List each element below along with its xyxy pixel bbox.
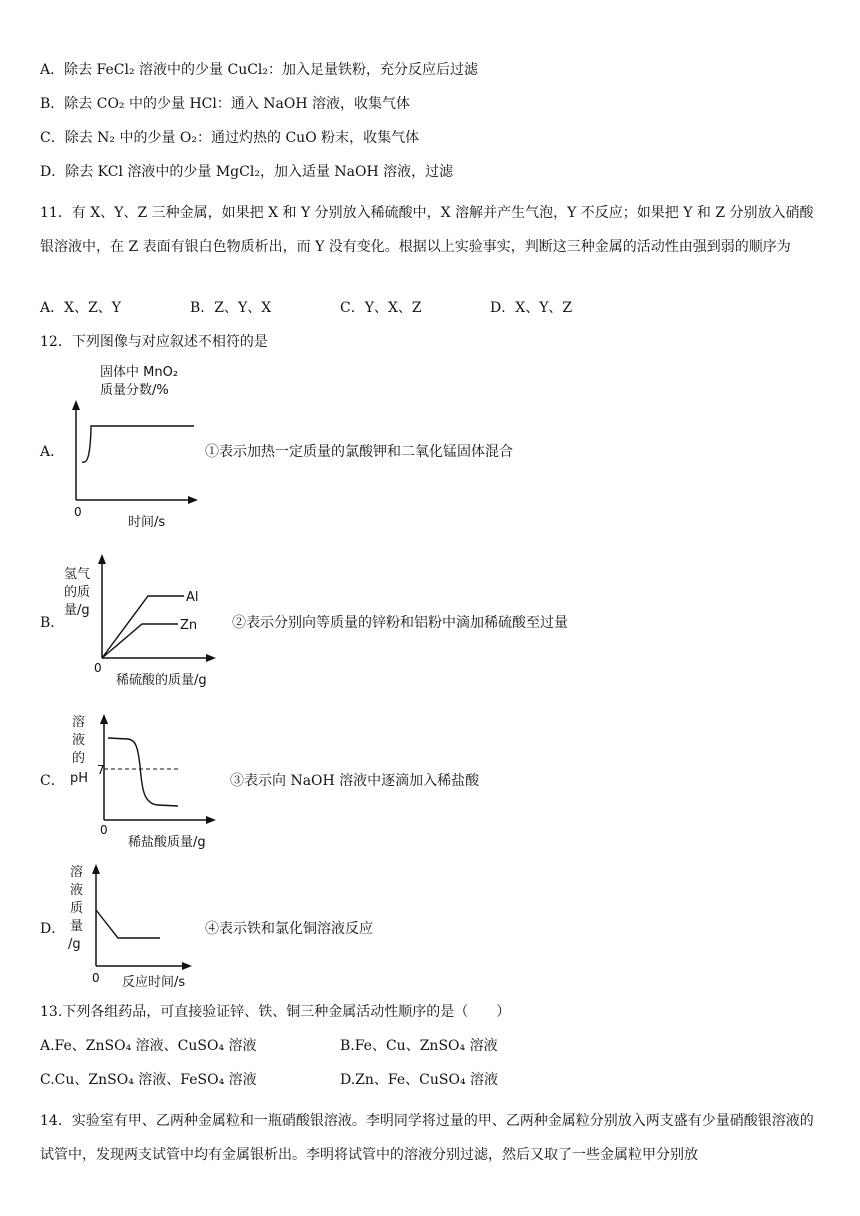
q12-c-desc: ③表示向 NaOH 溶液中逐滴加入稀盐酸 bbox=[230, 773, 480, 789]
q12-b-series-al-label: Al bbox=[186, 590, 199, 605]
q12-c-ylabel-4: pH bbox=[70, 771, 89, 786]
q13-option-a: A.Fe、ZnSO₄ 溶液、CuSO₄ 溶液 bbox=[40, 1038, 257, 1054]
q12-d-ylabel-1: 溶 bbox=[70, 865, 84, 880]
q13-option-c: C.Cu、ZnSO₄ 溶液、FeSO₄ 溶液 bbox=[40, 1072, 257, 1088]
q11-option-b: B．Z、Y、X bbox=[190, 300, 272, 316]
q13-stem: 13.下列各组药品，可直接验证锌、铁、铜三种金属活动性顺序的是（ ） bbox=[40, 1004, 511, 1020]
q12-b-ylabel-2: 的质 bbox=[64, 585, 91, 600]
q12-c-x-arrow bbox=[206, 816, 216, 824]
q12-b-letter: B． bbox=[40, 615, 65, 631]
q12-b-ylabel-1: 氢气 bbox=[64, 567, 91, 582]
q12-a-y-arrow bbox=[72, 400, 80, 410]
q11-option-c: C．Y、X、Z bbox=[340, 300, 422, 316]
q10-option-a: A．除去 FeCl₂ 溶液中的少量 CuCl₂：加入足量铁粉，充分反应后过滤 bbox=[40, 62, 479, 78]
q12-a-x-arrow bbox=[188, 496, 198, 504]
q11-text: 11．有 X、Y、Z 三种金属，如果把 X 和 Y 分别放入稀硫酸中，X 溶解并产生气泡，Y 不反应；如果把 Y 和 Z 分别放入硝酸银溶液中，在 Z 表面有银白色物质析出，而 Y 没有变化。根据以上实验事实，判断这三种金属的活动性由强到弱的顺序为 bbox=[40, 205, 814, 255]
q12-b-xlabel: 稀硫酸的质量/g bbox=[116, 673, 207, 688]
q12-b-series-al bbox=[102, 596, 184, 658]
q11-option-d: D．X、Y、Z bbox=[490, 300, 573, 316]
q12-c-y-arrow bbox=[100, 714, 108, 724]
q12-d-origin: 0 bbox=[92, 971, 100, 985]
q12-d-ylabel-2: 液 bbox=[70, 883, 84, 898]
q12-b-x-arrow bbox=[206, 654, 216, 662]
q12-d-xlabel: 反应时间/s bbox=[122, 975, 186, 990]
q12-b-ylabel-3: 量/g bbox=[64, 603, 90, 618]
q12-c-letter: C． bbox=[40, 773, 65, 789]
q12-b-origin: 0 bbox=[94, 661, 102, 675]
q12-a-curve bbox=[82, 426, 194, 462]
q12-a-xlabel: 时间/s bbox=[128, 515, 166, 530]
q12-d-desc: ④表示铁和氯化铜溶液反应 bbox=[205, 921, 373, 937]
q12-c-ylabel-1: 溶 bbox=[72, 715, 86, 730]
q14-text: 14．实验室有甲、乙两种金属粒和一瓶硝酸银溶液。李明同学将过量的甲、乙两种金属粒分别放入两支盛有少量硝酸银溶液的试管中，发现两支试管中均有金属银析出。李明将试管中的溶液分别过滤，然后又取了一些金属粒甲分别放 bbox=[40, 1113, 814, 1163]
q13-row-1 bbox=[40, 1036, 640, 1056]
q12-c-tick-7: 7 bbox=[97, 763, 105, 777]
q12-d-curve bbox=[96, 910, 160, 938]
q13-row-2 bbox=[40, 1070, 640, 1090]
q10-option-d: D．除去 KCl 溶液中的少量 MgCl₂，加入适量 NaOH 溶液，过滤 bbox=[40, 164, 454, 180]
q12-a-graph bbox=[60, 362, 210, 532]
q12-c-xlabel: 稀盐酸质量/g bbox=[128, 835, 206, 850]
q12-c-curve bbox=[108, 738, 178, 806]
q12-a-desc: ①表示加热一定质量的氯酸钾和二氧化锰固体混合 bbox=[205, 444, 513, 460]
q12-b-y-arrow bbox=[98, 554, 106, 564]
q12-d-ylabel-3: 质 bbox=[70, 901, 84, 916]
q11-option-a: A．X、Z、Y bbox=[40, 300, 122, 316]
q10-option-b: B．除去 CO₂ 中的少量 HCl：通入 NaOH 溶液，收集气体 bbox=[40, 96, 411, 112]
q12-c-origin: 0 bbox=[100, 823, 108, 837]
q13-option-d: D.Zn、Fe、CuSO₄ 溶液 bbox=[340, 1072, 499, 1088]
q12-b-series-zn bbox=[102, 624, 178, 658]
q12-a-ylabel-2: 质量分数/% bbox=[100, 383, 169, 398]
q12-a-origin: 0 bbox=[74, 505, 82, 519]
q12-d-y-arrow bbox=[92, 864, 100, 874]
q13-option-b: B.Fe、Cu、ZnSO₄ 溶液 bbox=[340, 1038, 498, 1054]
q12-a-letter: A． bbox=[40, 444, 65, 460]
q12-d-graph bbox=[60, 858, 210, 990]
q12-c-graph bbox=[60, 708, 230, 853]
q12-b-desc: ②表示分别向等质量的锌粉和铝粉中滴加稀硫酸至过量 bbox=[232, 615, 568, 631]
q12-a-ylabel-1: 固体中 MnO₂ bbox=[100, 365, 179, 380]
q12-d-ylabel-5: /g bbox=[68, 937, 81, 952]
q12-stem: 12．下列图像与对应叙述不相符的是 bbox=[40, 334, 268, 350]
q12-c-ylabel-3: 的 bbox=[72, 751, 86, 766]
q12-c-ylabel-2: 液 bbox=[72, 733, 86, 748]
q12-d-x-arrow bbox=[182, 962, 192, 970]
q12-d-ylabel-4: 量 bbox=[70, 919, 84, 934]
q10-option-c: C．除去 N₂ 中的少量 O₂：通过灼热的 CuO 粉末，收集气体 bbox=[40, 130, 420, 146]
q12-d-letter: D． bbox=[40, 921, 66, 937]
q12-b-graph bbox=[60, 550, 230, 692]
q12-b-series-zn-label: Zn bbox=[180, 618, 198, 633]
